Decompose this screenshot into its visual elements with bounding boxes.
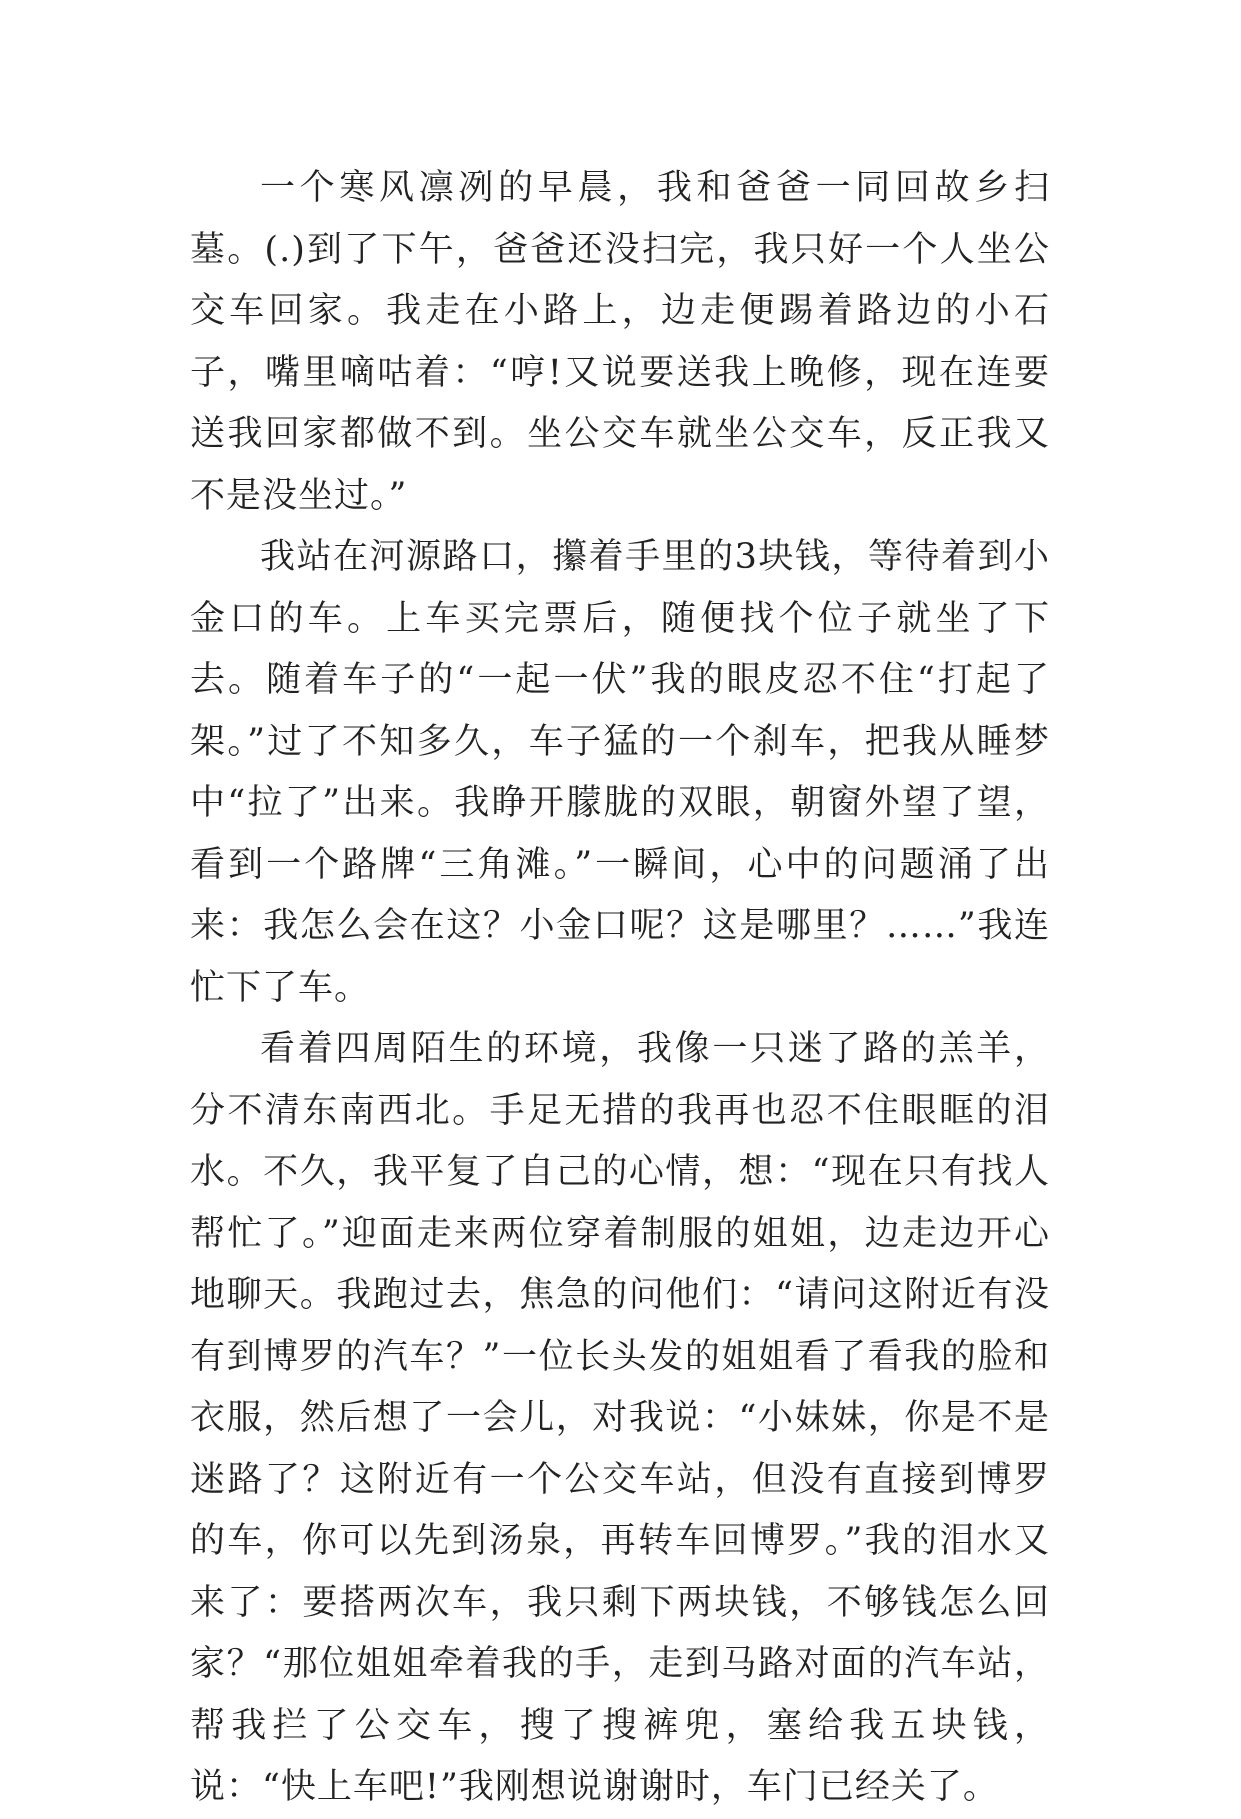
- paragraph-2: 我站在河源路口，攥着手里的3块钱，等待着到小金口的车。上车买完票后，随便找个位子就坐了下去。随着车子的“一起一伏”我的眼皮忍不住“打起了架。”过了不知多久，车子猛的一个刹车，把我从睡梦中“拉了”出来。我睁开朦胧的双眼，朝窗外望了望，看到一个路牌“三角滩。”一瞬间，心中的问题涌了出来：我怎么会在这？小金口呢？这是哪里？……”我连忙下了车。: [190, 537, 1050, 1008]
- body-text: [190, 158, 1050, 1819]
- paragraph-3: 看着四周陌生的环境，我像一只迷了路的羔羊，分不清东南西北。手足无措的我再也忍不住眼眶的泪水。不久，我平复了自己的心情，想：“现在只有找人帮忙了。”迎面走来两位穿着制服的姐姐，边走边开心地聊天。我跑过去，焦急的问他们：“请问这附近有没有到博罗的汽车？”一位长头发的姐姐看了看我的脸和衣服，然后想了一会儿，对我说：“小妹妹，你是不是迷路了？这附近有一个公交车站，但没有直接到博罗的车，你可以先到汤泉，再转车回博罗。”我的泪水又来了：要搭两次车，我只剩下两块钱，不够钱怎么回家？“那位姐姐牵着我的手，走到马路对面的汽车站，帮我拦了公交车，搜了搜裤兜，塞给我五块钱，说：“快上车吧!”我刚想说谢谢时，车门已经关了。: [190, 1029, 1050, 1807]
- paragraph-1: 一个寒风凛冽的早晨，我和爸爸一同回故乡扫墓。(.)到了下午，爸爸还没扫完，我只好一个人坐公交车回家。我走在小路上，边走便踢着路边的小石子，嘴里嘀咕着：“哼!又说要送我上晚修，现在连要送我回家都做不到。坐公交车就坐公交车，反正我又不是没坐过。”: [190, 168, 1050, 516]
